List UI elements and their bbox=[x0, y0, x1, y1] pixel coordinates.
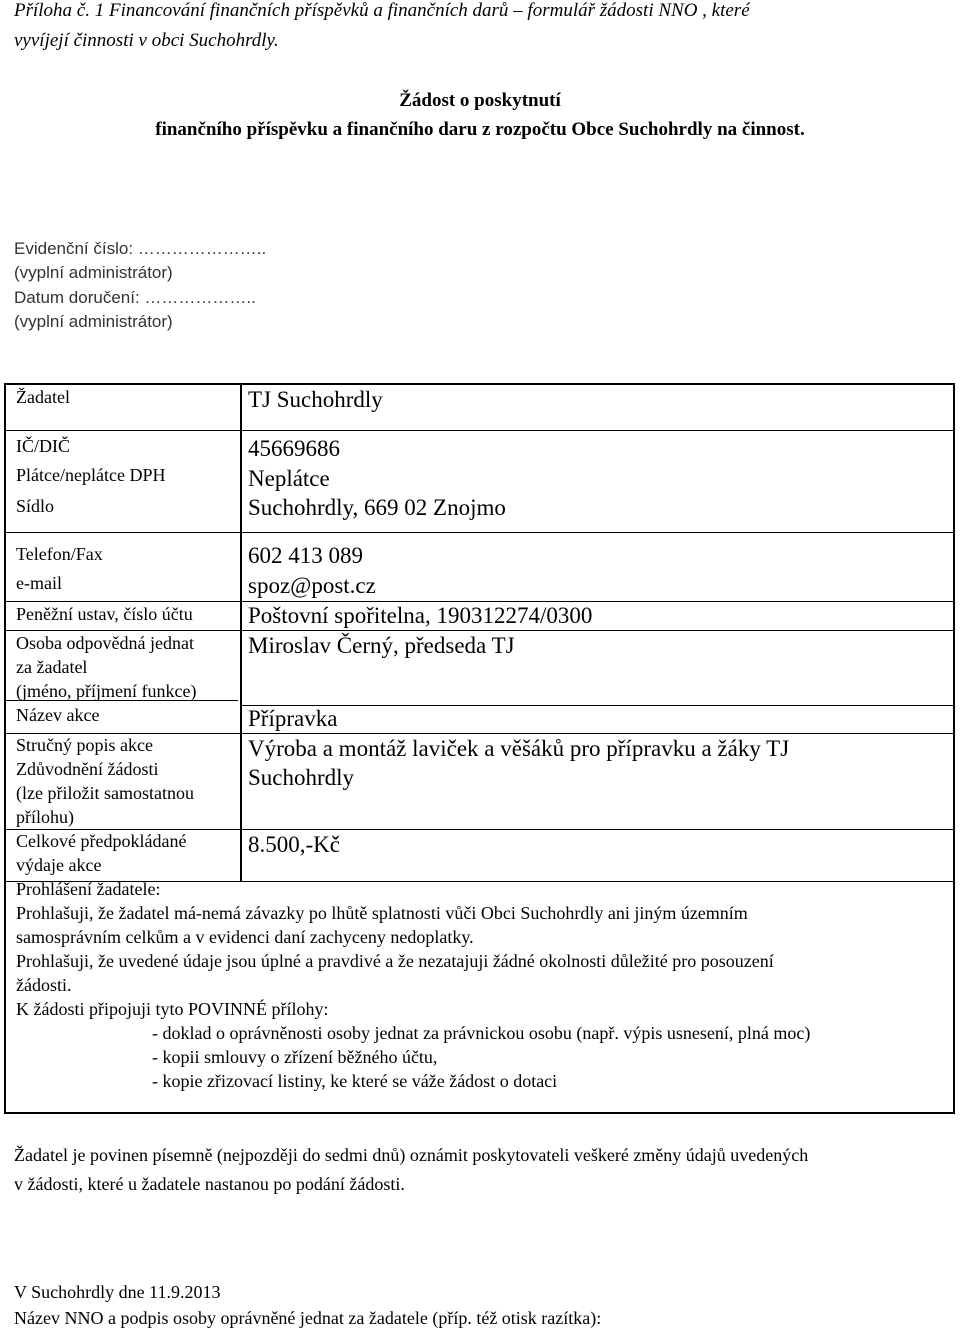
row-divider bbox=[6, 630, 953, 631]
attachments-title: K žádosti připojuji tyto POVINNÉ přílohy: bbox=[16, 999, 329, 1019]
row-divider bbox=[6, 733, 953, 734]
delivery-date-note: (vyplní administrátor) bbox=[14, 312, 173, 331]
declaration1-line2: samosprávním celkům a v evidenci daní zachyceny nedoplatky. bbox=[16, 927, 474, 947]
attachment-title-line1: Příloha č. 1 Financování finančních příspěvků a finančních darů – formulář žádosti NNO , které bbox=[14, 0, 750, 21]
column-divider bbox=[240, 385, 242, 881]
attachment-title-line2: vyvíjejí činnosti v obci Suchohrdly. bbox=[14, 30, 279, 51]
description-label-line4: přílohu) bbox=[16, 807, 74, 827]
bank-value: Poštovní spořitelna, 190312274/0300 bbox=[248, 603, 593, 628]
declaration-title: Prohlášení žadatele: bbox=[16, 879, 161, 899]
description-label-line2: Zdůvodnění žádosti bbox=[16, 759, 159, 779]
event-value: Přípravka bbox=[248, 706, 338, 731]
bank-label: Peněžní ustav, číslo účtu bbox=[16, 604, 193, 624]
evidence-number-note: (vyplní administrátor) bbox=[14, 263, 173, 282]
seat-label: Sídlo bbox=[16, 496, 55, 516]
description-label-line1: Stručný popis akce bbox=[16, 735, 153, 755]
phone-value: 602 413 089 bbox=[248, 543, 363, 568]
application-form-table bbox=[4, 383, 955, 1114]
row-divider bbox=[6, 601, 953, 602]
total-cost-value: 8.500,-Kč bbox=[248, 832, 340, 857]
declaration2-line2: žádosti. bbox=[16, 975, 72, 995]
notice-line2: v žádosti, které u žadatele nastanou po podání žádosti. bbox=[14, 1174, 405, 1194]
form-heading-line1: Žádost o poskytnutí bbox=[399, 90, 561, 111]
attachment-item-text: doklad o oprávněnosti osoby jednat za právnickou osobu (např. výpis usnesení, plná moc) bbox=[162, 1023, 811, 1043]
form-heading-line2: finančního příspěvku a finančního daru z rozpočtu Obce Suchohrdly na činnost. bbox=[155, 119, 805, 140]
email-value: spoz@post.cz bbox=[248, 573, 376, 598]
delivery-date-label: Datum doručení: ……………….. bbox=[14, 288, 256, 307]
attachment-item: - doklad o oprávněnosti osoby jednat za právnickou osobu (např. výpis usnesení, plná moc) bbox=[152, 1023, 811, 1043]
declaration2-line1: Prohlašuji, že uvedené údaje jsou úplné a pravdivé a že nezatajuji žádné okolnosti důležité pro posouzení bbox=[16, 951, 774, 971]
description-value-line1: Výroba a montáž laviček a věšáků pro přípravku a žáky TJ bbox=[248, 736, 790, 761]
ico-value: 45669686 bbox=[248, 436, 340, 461]
description-label-line3: (lze přiložit samostatnou bbox=[16, 783, 194, 803]
total-cost-label-line1: Celkové předpokládané bbox=[16, 831, 187, 851]
event-label: Název akce bbox=[16, 705, 100, 725]
applicant-label: Žadatel bbox=[16, 387, 70, 407]
declaration1-line1: Prohlašuji, že žadatel má-nemá závazky po lhůtě splatnosti vůči Obci Suchohrdly ani jiným územním bbox=[16, 903, 748, 923]
attachment-item: - kopie zřizovací listiny, ke které se váže žádost o dotaci bbox=[152, 1071, 558, 1091]
signature-label: Název NNO a podpis osoby oprávněné jednat za žadatele (příp. též otisk razítka): bbox=[14, 1308, 602, 1328]
description-value-line2: Suchohrdly bbox=[248, 765, 355, 790]
applicant-value: TJ Suchohrdly bbox=[248, 387, 383, 412]
row-divider bbox=[6, 829, 953, 830]
ico-label: IČ/DIČ bbox=[16, 436, 70, 456]
attachment-item: - kopii smlouvy o zřízení běžného účtu, bbox=[152, 1047, 438, 1067]
email-label: e-mail bbox=[16, 573, 62, 593]
notice-line1: Žadatel je povinen písemně (nejpozději do sedmi dnů) oznámit poskytovateli veškeré změny údajů uvedených bbox=[14, 1145, 809, 1165]
row-divider bbox=[6, 532, 953, 533]
seat-value: Suchohrdly, 669 02 Znojmo bbox=[248, 495, 506, 520]
row-divider bbox=[6, 430, 953, 431]
total-cost-label-line2: výdaje akce bbox=[16, 855, 102, 875]
row-divider bbox=[240, 705, 953, 706]
phone-label: Telefon/Fax bbox=[16, 544, 103, 564]
person-label-line1: Osoba odpovědná jednat bbox=[16, 633, 194, 653]
attachment-item-text: kopii smlouvy o zřízení běžného účtu, bbox=[162, 1047, 438, 1067]
attachment-item-text: kopie zřizovací listiny, ke které se váže žádost o dotaci bbox=[162, 1071, 558, 1091]
place-and-date: V Suchohrdly dne 11.9.2013 bbox=[14, 1282, 221, 1302]
evidence-number-label: Evidenční číslo: ………………….. bbox=[14, 239, 267, 258]
person-label-line2: za žadatel bbox=[16, 657, 88, 677]
vat-value: Neplátce bbox=[248, 466, 330, 491]
person-label-line3: (jméno, příjmení funkce) bbox=[16, 681, 197, 701]
vat-label: Plátce/neplátce DPH bbox=[16, 465, 166, 485]
person-value: Miroslav Černý, předseda TJ bbox=[248, 633, 515, 658]
